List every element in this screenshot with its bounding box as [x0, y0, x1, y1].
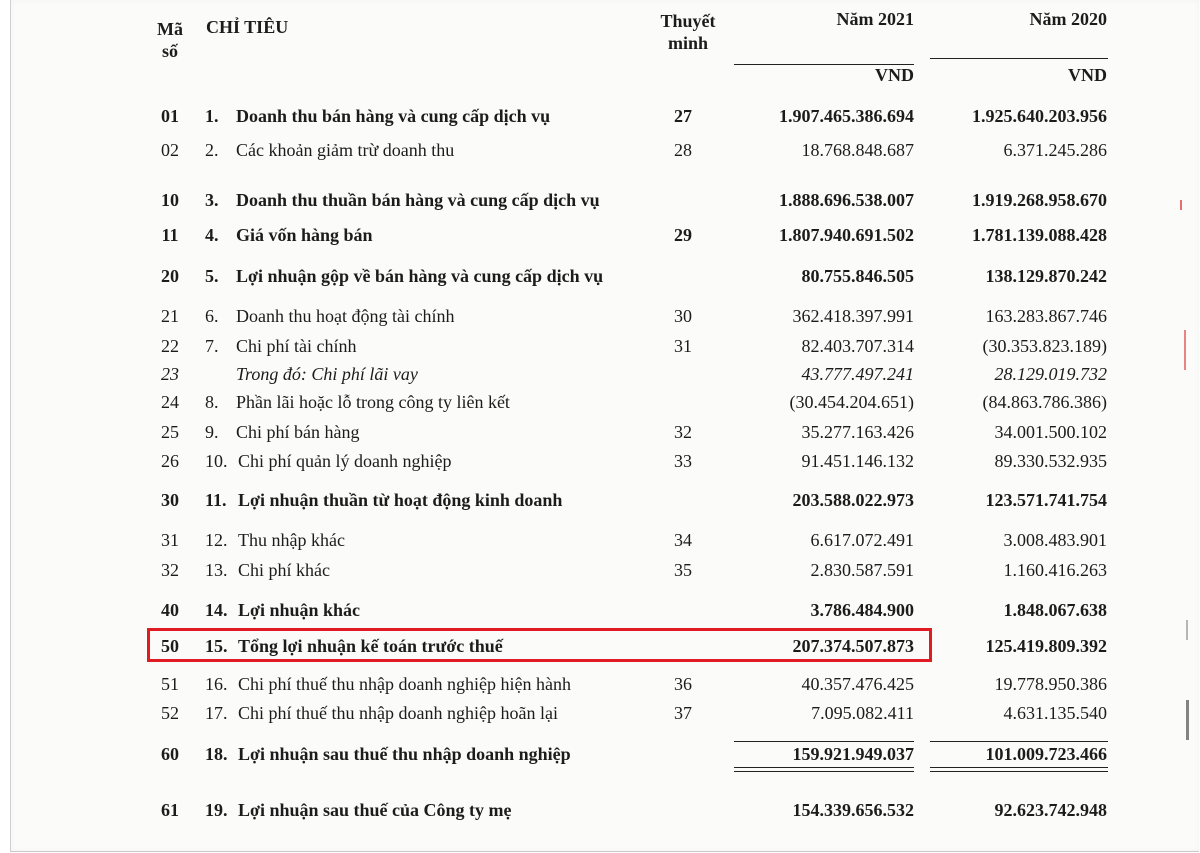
total-rule-2021-top: [734, 741, 914, 742]
row-value-2021: 18.768.848.687: [801, 140, 914, 160]
row-note: 27: [674, 106, 692, 126]
row-number: 16.: [205, 674, 228, 694]
row-value-2020: 19.778.950.386: [994, 674, 1107, 694]
row-label: Chi phí thuế thu nhập doanh nghiệp hoãn lại: [238, 703, 558, 723]
row-label: Tổng lợi nhuận kế toán trước thuế: [238, 636, 503, 656]
row-note: 33: [674, 451, 692, 471]
row-number: 19.: [205, 800, 228, 820]
row-number: 2.: [205, 140, 219, 160]
total-rule-2021-double-a: [734, 767, 914, 768]
row-value-2020: 163.283.867.746: [985, 306, 1107, 326]
row-value-2021: 1.888.696.538.007: [779, 190, 914, 210]
row-label: Thu nhập khác: [238, 530, 345, 550]
row-code: 24: [161, 392, 179, 412]
row-value-2020: 1.160.416.263: [1003, 560, 1107, 580]
row-value-2020: 28.129.019.732: [994, 364, 1107, 384]
row-note: 30: [674, 306, 692, 326]
row-label: Lợi nhuận sau thuế của Công ty mẹ: [238, 800, 512, 820]
row-label: Chi phí khác: [238, 560, 330, 580]
row-value-2020: 89.330.532.935: [994, 451, 1107, 471]
row-note: 36: [674, 674, 692, 694]
row-number: 11.: [205, 490, 227, 510]
row-code: 32: [161, 560, 179, 580]
row-value-2021: (30.454.204.651): [789, 392, 914, 412]
row-label: Doanh thu hoạt động tài chính: [236, 306, 455, 326]
row-value-2020: 125.419.809.392: [985, 636, 1107, 656]
total-rule-2020-top: [930, 741, 1108, 742]
header-note-line1: Thuyết: [660, 11, 716, 31]
scan-edge-mark: [1184, 330, 1196, 370]
row-value-2020: 123.571.741.754: [985, 490, 1107, 510]
header-code-line1: Mã: [157, 19, 183, 39]
row-label: Phần lãi hoặc lỗ trong công ty liên kết: [236, 392, 510, 412]
row-number: 7.: [205, 336, 219, 356]
row-label: Doanh thu bán hàng và cung cấp dịch vụ: [236, 106, 551, 126]
row-code: 02: [161, 140, 179, 160]
scan-edge-mark: [1186, 700, 1197, 740]
row-note: 37: [674, 703, 692, 723]
row-code: 61: [161, 800, 179, 820]
row-value-2020: (30.353.823.189): [982, 336, 1107, 356]
row-number: 15.: [205, 636, 228, 656]
row-value-2021: 6.617.072.491: [810, 530, 914, 550]
row-value-2020: 34.001.500.102: [994, 422, 1107, 442]
row-note: 35: [674, 560, 692, 580]
header-indicator: CHỈ TIÊU: [206, 17, 289, 37]
row-label: Giá vốn hàng bán: [236, 225, 373, 245]
currency-2020: VND: [1068, 65, 1107, 85]
currency-2021: VND: [875, 65, 914, 85]
total-rule-2020-double-a: [930, 767, 1108, 768]
row-code: 01: [161, 106, 179, 126]
row-note: 28: [674, 140, 692, 160]
highlight-box: [147, 628, 932, 662]
row-number: 5.: [205, 266, 219, 286]
row-number: 6.: [205, 306, 219, 326]
row-code: 23: [161, 364, 179, 384]
row-label: Chi phí tài chính: [236, 336, 357, 356]
total-rule-2020-double-b: [930, 771, 1108, 772]
row-note: 29: [674, 225, 692, 245]
row-code: 51: [161, 674, 179, 694]
row-note: 32: [674, 422, 692, 442]
row-value-2021: 1.907.465.386.694: [779, 106, 914, 126]
row-number: 9.: [205, 422, 219, 442]
row-value-2021: 91.451.146.132: [801, 451, 914, 471]
row-value-2020: 101.009.723.466: [985, 744, 1107, 764]
row-value-2021: 43.777.497.241: [801, 364, 914, 384]
row-code: 40: [161, 600, 179, 620]
row-number: 8.: [205, 392, 219, 412]
row-code: 31: [161, 530, 179, 550]
scan-edge-mark: [1180, 200, 1196, 210]
row-value-2020: (84.863.786.386): [982, 392, 1107, 412]
header-code-label: [140, 18, 200, 62]
row-label: Các khoản giảm trừ doanh thu: [236, 140, 455, 160]
row-value-2021: 154.339.656.532: [792, 800, 914, 820]
row-value-2021: 80.755.846.505: [801, 266, 914, 286]
total-rule-2021-double-b: [734, 771, 914, 772]
row-code: 25: [161, 422, 179, 442]
row-value-2020: 6.371.245.286: [1003, 140, 1107, 160]
row-label: Lợi nhuận sau thuế thu nhập doanh nghiệp: [238, 744, 571, 764]
row-label: Chi phí bán hàng: [236, 422, 360, 442]
row-label: Doanh thu thuần bán hàng và cung cấp dịch vụ: [236, 190, 600, 210]
header-note-line2: minh: [667, 33, 709, 53]
row-value-2020: 4.631.135.540: [1003, 703, 1107, 723]
row-value-2021: 362.418.397.991: [792, 306, 914, 326]
header-rule-2020: [930, 58, 1108, 59]
row-value-2020: 3.008.483.901: [1003, 530, 1107, 550]
row-number: 1.: [205, 106, 219, 126]
row-number: 13.: [205, 560, 228, 580]
row-value-2021: 2.830.587.591: [810, 560, 914, 580]
row-value-2021: 82.403.707.314: [801, 336, 914, 356]
row-label: Lợi nhuận thuần từ hoạt động kinh doanh: [238, 490, 563, 510]
row-value-2021: 35.277.163.426: [801, 422, 914, 442]
scan-edge-mark: [1186, 620, 1196, 640]
row-value-2021: 159.921.949.037: [792, 744, 914, 764]
row-code: 10: [161, 190, 179, 210]
row-number: 4.: [205, 225, 219, 245]
row-number: 10.: [205, 451, 228, 471]
row-value-2021: 3.786.484.900: [810, 600, 914, 620]
row-number: 18.: [205, 744, 228, 764]
header-year-2020: Năm 2020: [1029, 9, 1107, 29]
row-value-2021: 7.095.082.411: [811, 703, 914, 723]
row-number: 14.: [205, 600, 228, 620]
row-note: 31: [674, 336, 692, 356]
row-number: 17.: [205, 703, 228, 723]
row-code: 21: [161, 306, 179, 326]
row-code: 52: [161, 703, 179, 723]
row-code: 20: [161, 266, 179, 286]
row-value-2021: 207.374.507.873: [792, 636, 914, 656]
row-code: 22: [161, 336, 179, 356]
row-value-2020: 1.781.139.088.428: [972, 225, 1107, 245]
row-label: Chi phí quản lý doanh nghiệp: [238, 451, 452, 471]
row-code: 30: [161, 490, 179, 510]
row-note: 34: [674, 530, 692, 550]
row-value-2021: 203.588.022.973: [792, 490, 914, 510]
row-value-2020: 138.129.870.242: [985, 266, 1107, 286]
row-label: Trong đó: Chi phí lãi vay: [236, 364, 418, 384]
row-value-2020: 1.848.067.638: [1003, 600, 1107, 620]
row-number: 3.: [205, 190, 219, 210]
row-number: 12.: [205, 530, 228, 550]
row-value-2021: 1.807.940.691.502: [779, 225, 914, 245]
row-value-2020: 1.919.268.958.670: [972, 190, 1107, 210]
header-code-line2: số: [161, 41, 178, 61]
row-value-2020: 92.623.742.948: [994, 800, 1107, 820]
row-value-2020: 1.925.640.203.956: [972, 106, 1107, 126]
header-year-2021: Năm 2021: [836, 9, 914, 29]
row-code: 26: [161, 451, 179, 471]
row-code: 60: [161, 744, 179, 764]
row-label: Chi phí thuế thu nhập doanh nghiệp hiện hành: [238, 674, 571, 694]
row-code: 50: [161, 636, 179, 656]
row-label: Lợi nhuận gộp về bán hàng và cung cấp dịch vụ: [236, 266, 604, 286]
row-label: Lợi nhuận khác: [238, 600, 361, 620]
row-code: 11: [161, 225, 179, 245]
row-value-2021: 40.357.476.425: [801, 674, 914, 694]
